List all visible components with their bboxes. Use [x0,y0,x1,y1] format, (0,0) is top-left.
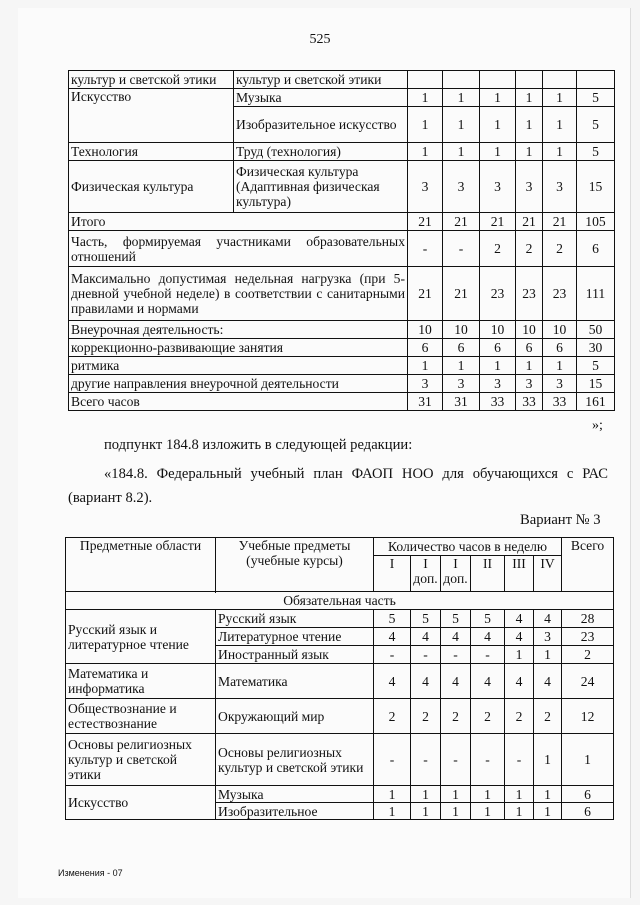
value-cell: 1 [471,786,505,803]
value-cell: 1 [408,143,443,161]
table-row [66,786,614,803]
curriculum-table-continued [68,70,615,411]
label-cell: коррекционно-развивающие занятия [69,339,408,357]
value-cell: 2 [374,699,411,734]
value-cell: 33 [543,393,577,411]
header-subject: Учебные предметы (учебные курсы) [216,538,374,592]
table-row [69,393,615,411]
value-cell: 2 [562,646,614,664]
area-cell: Искусство [66,786,216,820]
value-cell: - [374,734,411,786]
value-cell: - [408,231,443,267]
value-cell: 1 [534,734,562,786]
value-cell: 2 [411,699,441,734]
value-cell: 4 [471,628,505,646]
value-cell: 6 [577,231,615,267]
value-cell: 10 [443,321,480,339]
value-cell: - [374,646,411,664]
value-cell: 4 [374,664,411,699]
area-cell: культур и светской этики [69,71,234,89]
value-cell: 3 [443,375,480,393]
value-cell: 10 [516,321,543,339]
subject-cell: Окружающий мир [216,699,374,734]
value-cell: 1 [534,646,562,664]
page-number: 525 [309,32,331,47]
label-cell: другие направления внеурочной деятельности [69,375,408,393]
value-cell: - [441,734,471,786]
value-cell: 4 [534,610,562,628]
paragraph-amendment: подпункт 184.8 изложить в следующей редакции: [104,437,413,453]
value-cell: 1 [543,89,577,107]
value-cell: 3 [534,628,562,646]
subject-cell: Музыка [234,89,408,107]
value-cell: 2 [480,231,516,267]
value-cell: 10 [543,321,577,339]
table-row [69,161,615,213]
value-cell: 24 [562,664,614,699]
subject-cell: Физическая культура (Адаптивная физическая культура) [234,161,408,213]
value-cell: 4 [505,610,534,628]
value-cell: 21 [543,213,577,231]
header-total: Всего [562,538,614,592]
value-cell: 6 [480,339,516,357]
value-cell: 6 [562,786,614,803]
value-cell: 3 [516,375,543,393]
table-row [69,213,615,231]
value-cell: 6 [516,339,543,357]
value-cell: 50 [577,321,615,339]
label-cell: Внеурочная деятельность: [69,321,408,339]
value-cell: 4 [441,664,471,699]
value-cell: 5 [411,610,441,628]
value-cell: 6 [443,339,480,357]
table-row [66,734,614,786]
subject-cell: культур и светской этики [234,71,408,89]
value-cell: 1 [411,803,441,820]
label-cell: Всего часов [69,393,408,411]
value-cell: 5 [577,89,615,107]
value-cell: 1 [443,107,480,143]
label-cell: Итого [69,213,408,231]
curriculum-table-variant3 [65,537,614,820]
value-cell: 1 [441,803,471,820]
table-row [66,664,614,699]
value-cell: 1 [480,357,516,375]
header-area: Предметные области [66,538,216,592]
value-cell: 21 [516,213,543,231]
table-row [69,375,615,393]
label-cell: Максимально допустимая недельная нагрузка (при 5-дневной учебной неделе) в соответствии с санитарными правилами и нормами [69,267,408,321]
table-row [69,357,615,375]
value-cell: 3 [516,161,543,213]
value-cell: 1 [408,89,443,107]
area-cell: Физическая культура [69,161,234,213]
table-row [66,610,614,628]
value-cell: 28 [562,610,614,628]
value-cell: 5 [471,610,505,628]
value-cell: 105 [577,213,615,231]
value-cell: 1 [505,646,534,664]
value-cell: 1 [543,107,577,143]
value-cell: 1 [516,89,543,107]
table-row [69,339,615,357]
value-cell: 1 [471,803,505,820]
label-cell: Часть, формируемая участниками образовательных отношений [69,231,408,267]
area-cell: Математика и информатика [66,664,216,699]
table-row [69,89,615,107]
value-cell: 6 [408,339,443,357]
area-cell: Технология [69,143,234,161]
value-cell: 21 [408,213,443,231]
value-cell: 23 [480,267,516,321]
header-hours: Количество часов в неделю [374,538,562,556]
table-row [69,143,615,161]
value-cell [408,71,443,89]
subject-cell: Изобразительное [216,803,374,820]
value-cell: 5 [441,610,471,628]
subject-cell: Русский язык [216,610,374,628]
value-cell: 1 [480,107,516,143]
table-row [69,267,615,321]
value-cell: 111 [577,267,615,321]
grade-header: I доп. [411,556,441,592]
value-cell: 4 [441,628,471,646]
value-cell: - [471,646,505,664]
value-cell: 4 [534,664,562,699]
subject-cell: Иностранный язык [216,646,374,664]
value-cell: - [505,734,534,786]
value-cell: 21 [443,267,480,321]
value-cell: - [441,646,471,664]
subject-cell: Математика [216,664,374,699]
value-cell: 161 [577,393,615,411]
table-row [66,699,614,734]
value-cell: 1 [480,89,516,107]
value-cell: 1 [480,143,516,161]
value-cell [480,71,516,89]
value-cell: 6 [562,803,614,820]
value-cell: 3 [543,375,577,393]
value-cell [543,71,577,89]
value-cell: 1 [443,89,480,107]
value-cell: 1 [516,143,543,161]
value-cell: 1 [374,786,411,803]
closing-quote: »; [592,418,603,433]
value-cell: 10 [480,321,516,339]
value-cell: 2 [534,699,562,734]
area-cell: Русский язык и литературное чтение [66,610,216,664]
value-cell: 2 [543,231,577,267]
value-cell: - [443,231,480,267]
section-mandatory: Обязательная часть [66,592,614,610]
value-cell: 1 [408,107,443,143]
table-row [69,71,615,89]
subject-cell: Изобразительное искусство [234,107,408,143]
value-cell: 23 [543,267,577,321]
value-cell: 3 [408,161,443,213]
value-cell: 1 [543,143,577,161]
table-row [69,321,615,339]
value-cell: - [471,734,505,786]
value-cell: 5 [577,107,615,143]
grade-header: II [471,556,505,592]
value-cell: 3 [408,375,443,393]
value-cell: 1 [562,734,614,786]
value-cell: - [411,734,441,786]
table-row [69,231,615,267]
value-cell: 1 [443,143,480,161]
grade-header: IV [534,556,562,592]
grade-header: III [505,556,534,592]
value-cell: 4 [505,664,534,699]
variant-label: Вариант № 3 [520,512,601,528]
value-cell: 23 [516,267,543,321]
value-cell: 5 [577,357,615,375]
value-cell: 1 [516,107,543,143]
value-cell: 10 [408,321,443,339]
value-cell: 1 [505,786,534,803]
value-cell: 12 [562,699,614,734]
value-cell: 4 [411,628,441,646]
value-cell: 3 [480,161,516,213]
value-cell: 31 [408,393,443,411]
value-cell: 5 [374,610,411,628]
value-cell: 15 [577,375,615,393]
value-cell: 1 [534,803,562,820]
subject-cell: Основы религиозных культур и светской этики [216,734,374,786]
area-cell: Основы религиозных культур и светской этики [66,734,216,786]
value-cell: 6 [543,339,577,357]
value-cell: 2 [505,699,534,734]
value-cell: 30 [577,339,615,357]
value-cell: 2 [516,231,543,267]
value-cell: 23 [562,628,614,646]
value-cell: 4 [374,628,411,646]
value-cell: 1 [534,786,562,803]
value-cell: 1 [443,357,480,375]
value-cell: - [411,646,441,664]
paragraph-heading: «184.8. Федеральный учебный план ФАОП НОО для обучающихся с РАС (вариант 8.2). [68,466,608,506]
value-cell: 33 [516,393,543,411]
grade-header: I доп. [441,556,471,592]
value-cell: 3 [480,375,516,393]
value-cell [516,71,543,89]
value-cell: 4 [505,628,534,646]
subject-cell: Труд (технология) [234,143,408,161]
footer-note: Изменения - 07 [58,868,123,878]
value-cell: 31 [443,393,480,411]
value-cell: 1 [516,357,543,375]
value-cell: 1 [408,357,443,375]
value-cell [443,71,480,89]
area-cell: Искусство [69,89,234,143]
value-cell [577,71,615,89]
header-row [66,538,614,556]
section-row [66,592,614,610]
value-cell: 21 [443,213,480,231]
value-cell: 2 [441,699,471,734]
value-cell: 3 [543,161,577,213]
value-cell: 3 [443,161,480,213]
value-cell: 4 [471,664,505,699]
value-cell: 33 [480,393,516,411]
value-cell: 1 [543,357,577,375]
value-cell: 21 [480,213,516,231]
label-cell: ритмика [69,357,408,375]
value-cell: 1 [374,803,411,820]
grade-header: I [374,556,411,592]
value-cell: 1 [411,786,441,803]
area-cell: Обществознание и естествознание [66,699,216,734]
value-cell: 2 [471,699,505,734]
value-cell: 15 [577,161,615,213]
subject-cell: Музыка [216,786,374,803]
subject-cell: Литературное чтение [216,628,374,646]
value-cell: 1 [441,786,471,803]
value-cell: 5 [577,143,615,161]
value-cell: 4 [411,664,441,699]
value-cell: 21 [408,267,443,321]
value-cell: 1 [505,803,534,820]
